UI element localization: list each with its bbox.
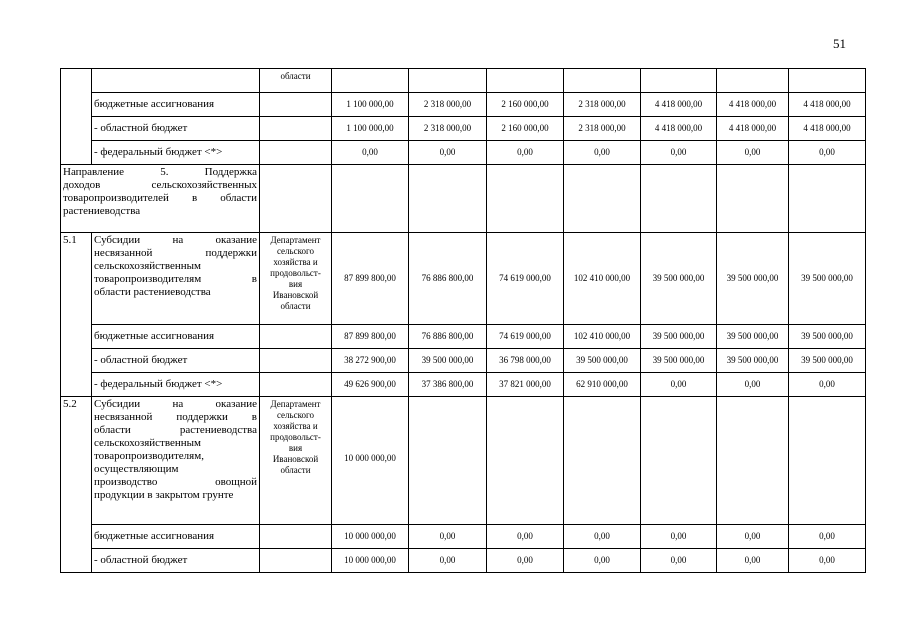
value-cell: 62 910 000,00 <box>564 373 641 397</box>
value-cell: 76 886 800,00 <box>409 233 487 325</box>
value-cell <box>717 397 789 525</box>
item-name: Субсидии на оказание несвязанной поддержки сельскохозяйственным товаропроизводителям в области растениеводства <box>92 233 260 325</box>
value-cell: 0,00 <box>717 525 789 549</box>
value-cell: 0,00 <box>789 549 866 573</box>
table-row <box>61 373 866 397</box>
value-cell: 39 500 000,00 <box>789 349 866 373</box>
item-row-5-1 <box>61 233 866 325</box>
value-cell: 2 160 000,00 <box>487 117 564 141</box>
value-cell: 10 000 000,00 <box>332 525 409 549</box>
value-cell: 102 410 000,00 <box>564 325 641 349</box>
value-cell: 39 500 000,00 <box>717 325 789 349</box>
value-cell: 10 000 000,00 <box>332 397 409 525</box>
item-index: 5.1 <box>61 233 92 397</box>
value-cell: 4 418 000,00 <box>789 93 866 117</box>
value-cell: 0,00 <box>487 141 564 165</box>
table-row <box>61 325 866 349</box>
value-cell: 2 318 000,00 <box>409 117 487 141</box>
name-cell-prev <box>92 69 260 93</box>
value-cell: 0,00 <box>717 373 789 397</box>
value-cell <box>487 397 564 525</box>
row-label: - федеральный бюджет <*> <box>92 373 260 397</box>
row-label: - областной бюджет <box>92 549 260 573</box>
item-department: Департамент сельского хозяйства и продовольст- вия Ивановской области <box>260 233 332 325</box>
item-row-5-2 <box>61 397 866 525</box>
value-cell: 0,00 <box>487 549 564 573</box>
budget-table <box>60 68 866 573</box>
value-cell: 4 418 000,00 <box>717 93 789 117</box>
value-cell: 74 619 000,00 <box>487 233 564 325</box>
value-cell: 2 160 000,00 <box>487 93 564 117</box>
value-cell <box>564 397 641 525</box>
value-cell: 0,00 <box>641 141 717 165</box>
value-cell: 10 000 000,00 <box>332 549 409 573</box>
value-cell: 0,00 <box>409 525 487 549</box>
value-cell: 0,00 <box>564 549 641 573</box>
value-cell: 0,00 <box>641 373 717 397</box>
value-cell: 74 619 000,00 <box>487 325 564 349</box>
table-row <box>61 549 866 573</box>
value-cell: 4 418 000,00 <box>717 117 789 141</box>
index-cell-prev <box>61 69 92 165</box>
value-cell: 37 386 800,00 <box>409 373 487 397</box>
value-cell <box>789 397 866 525</box>
value-cell: 38 272 900,00 <box>332 349 409 373</box>
table-row <box>61 525 866 549</box>
value-cell: 0,00 <box>409 141 487 165</box>
value-cell: 1 100 000,00 <box>332 93 409 117</box>
value-cell: 39 500 000,00 <box>641 325 717 349</box>
direction-title: Направление 5. Поддержка доходов сельскохозяйственных товаропроизводителей в области растениеводства <box>61 165 260 233</box>
item-index: 5.2 <box>61 397 92 573</box>
table-row <box>61 349 866 373</box>
page-number: 51 <box>833 36 846 51</box>
table-row <box>61 117 866 141</box>
value-cell: 49 626 900,00 <box>332 373 409 397</box>
value-cell: 1 100 000,00 <box>332 117 409 141</box>
value-cell: 39 500 000,00 <box>641 349 717 373</box>
value-cell: 4 418 000,00 <box>641 93 717 117</box>
value-cell: 39 500 000,00 <box>717 233 789 325</box>
value-cell: 0,00 <box>641 525 717 549</box>
value-cell: 0,00 <box>487 525 564 549</box>
value-cell: 87 899 800,00 <box>332 325 409 349</box>
value-cell: 0,00 <box>789 373 866 397</box>
value-cell: 76 886 800,00 <box>409 325 487 349</box>
value-cell: 0,00 <box>332 141 409 165</box>
row-label: - федеральный бюджет <*> <box>92 141 260 165</box>
value-cell: 37 821 000,00 <box>487 373 564 397</box>
value-cell: 2 318 000,00 <box>409 93 487 117</box>
value-cell: 87 899 800,00 <box>332 233 409 325</box>
direction-row <box>61 165 866 233</box>
value-cell: 0,00 <box>564 525 641 549</box>
row-label: - областной бюджет <box>92 117 260 141</box>
value-cell: 4 418 000,00 <box>789 117 866 141</box>
row-label: бюджетные ассигнования <box>92 525 260 549</box>
value-cell: 39 500 000,00 <box>641 233 717 325</box>
value-cell: 0,00 <box>564 141 641 165</box>
value-cell: 39 500 000,00 <box>717 349 789 373</box>
table-row-fragment <box>61 69 866 93</box>
row-label: бюджетные ассигнования <box>92 325 260 349</box>
value-cell: 0,00 <box>641 549 717 573</box>
value-cell: 36 798 000,00 <box>487 349 564 373</box>
row-label: бюджетные ассигнования <box>92 93 260 117</box>
item-name: Субсидии на оказание несвязанной поддержки в области растениеводства сельскохозяйственным товаропроизводителям, осуществляющим производство овощной продукции в закрытом грунте <box>92 397 260 525</box>
value-cell: 0,00 <box>717 141 789 165</box>
dept-cell-prev: области <box>260 69 332 93</box>
value-cell <box>409 397 487 525</box>
value-cell: 102 410 000,00 <box>564 233 641 325</box>
value-cell: 0,00 <box>717 549 789 573</box>
table-row <box>61 141 866 165</box>
item-department: Департамент сельского хозяйства и продовольст- вия Ивановской области <box>260 397 332 525</box>
value-cell <box>641 397 717 525</box>
value-cell: 0,00 <box>789 525 866 549</box>
value-cell: 39 500 000,00 <box>409 349 487 373</box>
value-cell: 39 500 000,00 <box>564 349 641 373</box>
value-cell: 0,00 <box>789 141 866 165</box>
value-cell: 39 500 000,00 <box>789 233 866 325</box>
value-cell: 2 318 000,00 <box>564 117 641 141</box>
row-label: - областной бюджет <box>92 349 260 373</box>
value-cell: 2 318 000,00 <box>564 93 641 117</box>
value-cell: 0,00 <box>409 549 487 573</box>
table-row <box>61 93 866 117</box>
value-cell: 39 500 000,00 <box>789 325 866 349</box>
value-cell: 4 418 000,00 <box>641 117 717 141</box>
